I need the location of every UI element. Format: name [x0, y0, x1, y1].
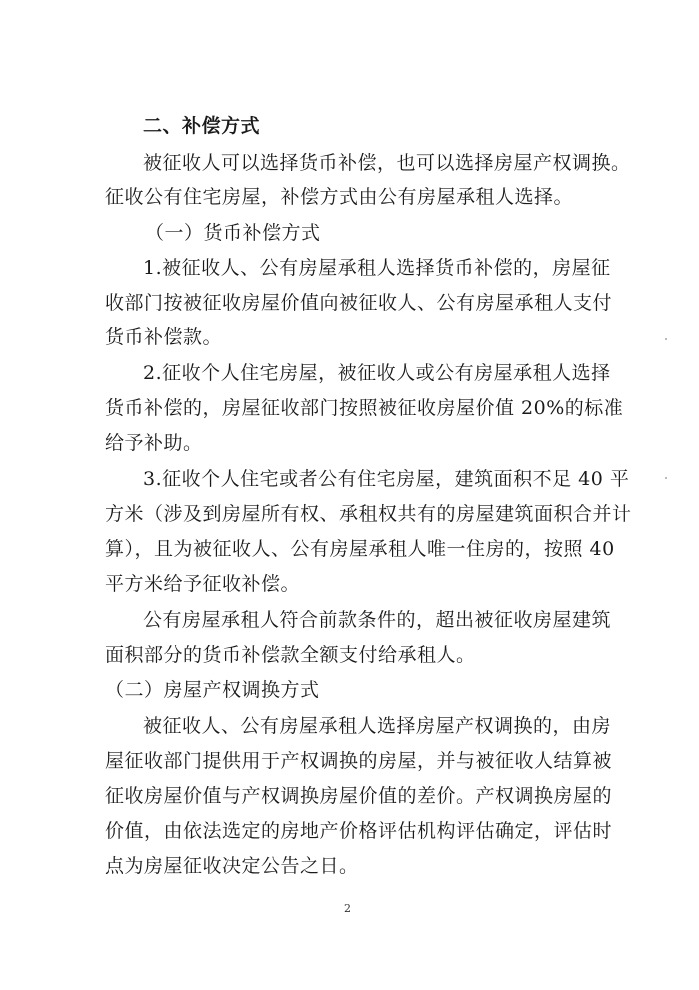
scan-speck	[665, 338, 667, 340]
paragraph-line: 货币补偿款。	[105, 326, 223, 348]
paragraph-line: 收部门按被征收房屋价值向被征收人、公有房屋承租人支付	[105, 292, 613, 314]
paragraph-line: 方米（涉及到房屋所有权、承租权共有的房屋建筑面积合并计	[105, 503, 632, 525]
paragraph-line: 被征收人、公有房屋承租人选择房屋产权调换的，由房	[143, 715, 612, 737]
paragraph-line: 被征收人可以选择货币补偿，也可以选择房屋产权调换。	[143, 152, 631, 174]
paragraph-line: 平方米给予征收补偿。	[105, 573, 301, 595]
paragraph-line: 征收公有住宅房屋，补偿方式由公有房屋承租人选择。	[105, 186, 574, 208]
paragraph-line: 公有房屋承租人符合前款条件的，超出被征收房屋建筑	[143, 609, 612, 631]
paragraph-line: 3.征收个人住宅或者公有住宅房屋，建筑面积不足 40 平	[143, 468, 630, 490]
paragraph-line: 屋征收部门提供用于产权调换的房屋，并与被征收人结算被	[105, 750, 613, 772]
paragraph-line: 1.被征收人、公有房屋承租人选择货币补偿的，房屋征	[143, 257, 611, 279]
paragraph-line: 征收房屋价值与产权调换房屋价值的差价。产权调换房屋的	[105, 785, 613, 807]
page-number: 2	[344, 902, 351, 915]
paragraph-line: 货币补偿的，房屋征收部门按照被征收房屋价值 20%的标准	[105, 397, 624, 419]
paragraph-line: 面积部分的货币补偿款全额支付给承租人。	[105, 644, 476, 666]
paragraph-line: 2.征收个人住宅房屋，被征收人或公有房屋承租人选择	[143, 362, 611, 384]
paragraph-line: 算），且为被征收人、公有房屋承租人唯一住房的，按照 40	[105, 538, 615, 560]
section-heading: 二、补偿方式	[143, 115, 261, 137]
subsection-heading: （一）货币补偿方式	[145, 222, 321, 244]
scan-speck	[665, 477, 667, 479]
paragraph-line: 点为房屋征收决定公告之日。	[105, 855, 359, 877]
paragraph-line: 价值，由依法选定的房地产价格评估机构评估确定，评估时	[105, 820, 613, 842]
paragraph-line: 给予补助。	[105, 432, 203, 454]
subsection-heading: （二）房屋产权调换方式	[105, 679, 320, 701]
